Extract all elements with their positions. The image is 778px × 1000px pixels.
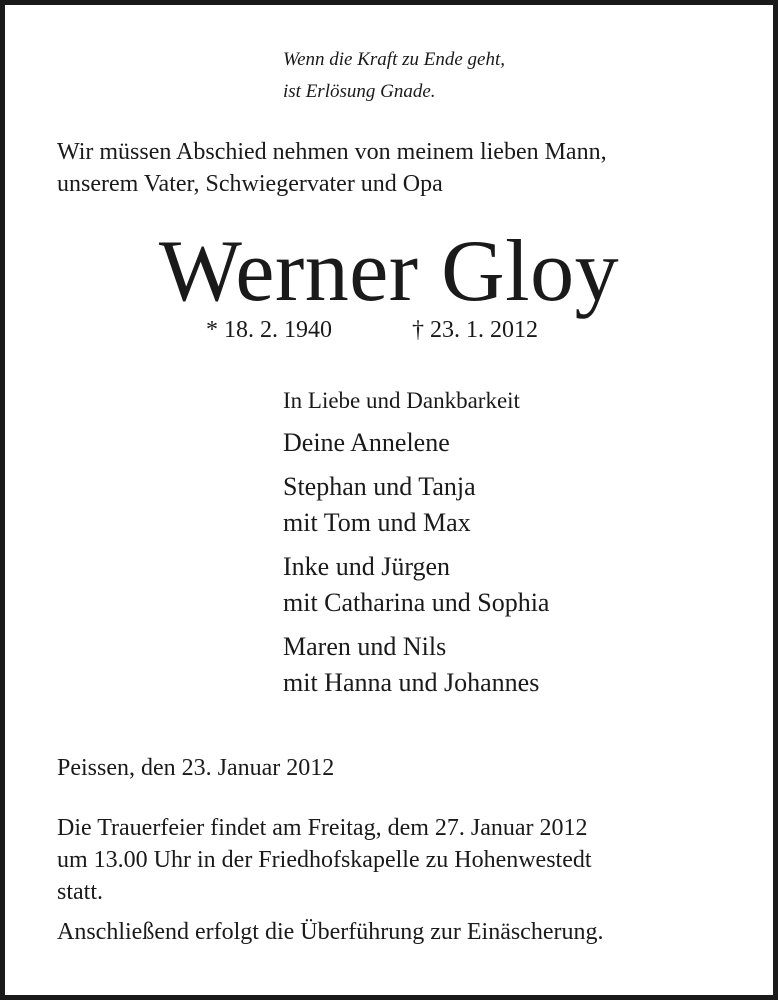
intro-line: unserem Vater, Schwiegervater und Opa: [57, 171, 443, 197]
mourner-line: Maren und Nils: [283, 632, 447, 661]
mourner-line: Inke und Jürgen: [283, 552, 451, 581]
death-date: † 23. 1. 2012: [412, 317, 538, 343]
mourner-line: mit Tom und Max: [283, 508, 471, 537]
mourner-line: mit Hanna und Johannes: [283, 668, 540, 697]
mourner-group-stephan: [283, 469, 549, 541]
motto-line: Wenn die Kraft zu Ende geht,: [283, 49, 505, 70]
service-line: um 13.00 Uhr in der Friedhofskapelle zu Hohenwestedt: [57, 847, 592, 873]
mourners-salutation: In Liebe und Dankbarkeit: [283, 388, 520, 413]
place-and-date: Peissen, den 23. Januar 2012: [57, 755, 335, 781]
intro-line: Wir müssen Abschied nehmen von meinem lieben Mann,: [57, 139, 607, 165]
deceased-name: Werner Gloy: [158, 223, 620, 320]
intro-text: [57, 136, 607, 200]
service-line: statt.: [57, 879, 103, 905]
mourner-group-inke: [283, 549, 549, 621]
mourner-line: Deine Annelene: [283, 428, 450, 457]
transfer-notice: Anschließend erfolgt die Überführung zur Einäscherung.: [57, 919, 604, 945]
motto-line: ist Erlösung Gnade.: [283, 81, 436, 102]
mourner-group-annelene: [283, 425, 549, 461]
birth-date: * 18. 2. 1940: [206, 317, 332, 343]
service-line: Die Trauerfeier findet am Freitag, dem 27. Januar 2012: [57, 815, 588, 841]
funeral-service-notice: [57, 812, 721, 908]
mourner-group-maren: [283, 629, 549, 701]
mourner-line: mit Catharina und Sophia: [283, 588, 550, 617]
mourners-list: [283, 385, 549, 709]
mourner-line: Stephan und Tanja: [283, 472, 476, 501]
motto-quote: [283, 44, 505, 108]
